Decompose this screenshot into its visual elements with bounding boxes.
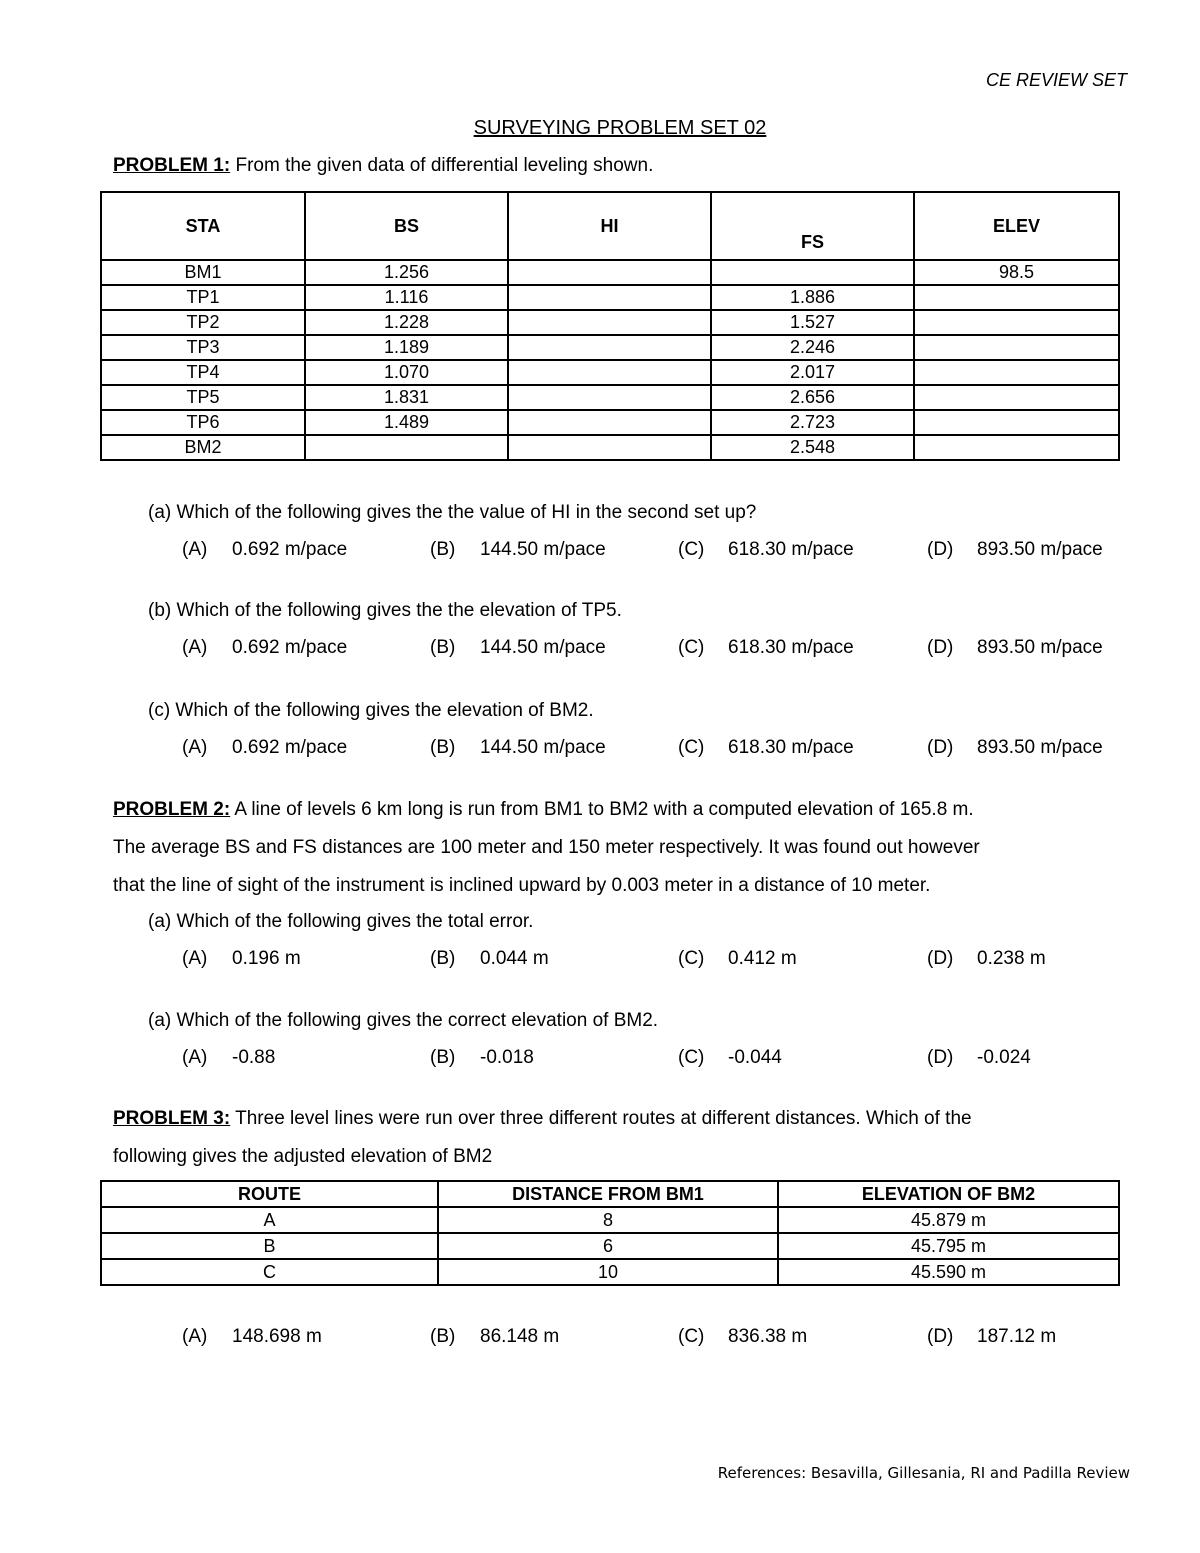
- table-cell: BM2: [101, 435, 305, 460]
- option-value: 618.30 m/pace: [728, 539, 854, 560]
- problem-3-line1: Three level lines were run over three different routes at different distances. Which of the: [230, 1108, 972, 1129]
- table-cell: TP5: [101, 385, 305, 410]
- table-cell: A: [101, 1207, 438, 1233]
- column-header: FS: [711, 192, 914, 260]
- option-value: -0.018: [480, 1047, 534, 1068]
- page-title: SURVEYING PROBLEM SET 02: [473, 117, 767, 139]
- table-row: [101, 385, 1119, 410]
- option-letter: (A): [182, 1047, 208, 1068]
- table-cell: TP4: [101, 360, 305, 385]
- problem-2-line2: The average BS and FS distances are 100 meter and 150 meter respectively. It was found out however: [113, 837, 980, 858]
- column-header: ELEV: [914, 192, 1119, 260]
- option-letter: (C): [678, 539, 705, 560]
- option-value: 0.196 m: [232, 948, 301, 969]
- problem-3-label: PROBLEM 3:: [113, 1108, 231, 1129]
- table-cell: 2.017: [711, 360, 914, 385]
- table-cell: [508, 410, 711, 435]
- table-cell: [508, 360, 711, 385]
- option-value: 618.30 m/pace: [728, 637, 854, 658]
- option-value: 148.698 m: [232, 1326, 322, 1347]
- answer-option: [182, 1326, 322, 1348]
- option-value: 0.238 m: [977, 948, 1046, 969]
- problem-3-intro: [113, 1100, 972, 1138]
- table-cell: TP1: [101, 285, 305, 310]
- table-row: [101, 360, 1119, 385]
- table-cell: 1.116: [305, 285, 508, 310]
- table-cell: 10: [438, 1259, 778, 1285]
- table-cell: 1.256: [305, 260, 508, 285]
- table-cell: 1.831: [305, 385, 508, 410]
- answer-option: [430, 948, 549, 970]
- problem-2-options-a: [182, 948, 1142, 974]
- column-header: ROUTE: [101, 1181, 438, 1207]
- problem-1-label: PROBLEM 1:: [113, 155, 231, 176]
- option-value: 0.044 m: [480, 948, 549, 969]
- table-cell: 2.656: [711, 385, 914, 410]
- answer-option: [182, 948, 301, 970]
- table-row: [101, 310, 1119, 335]
- table-cell: 2.723: [711, 410, 914, 435]
- answer-option: [927, 637, 1103, 659]
- answer-option: [927, 1047, 1031, 1069]
- table-row: [101, 435, 1119, 460]
- option-letter: (C): [678, 1047, 705, 1068]
- problem-2-question-a: (a) Which of the following gives the total error.: [148, 911, 534, 932]
- answer-option: [182, 637, 347, 659]
- problem-2-line1: A line of levels 6 km long is run from BM1 to BM2 with a computed elevation of 165.8 m.: [230, 799, 974, 820]
- table-cell: 1.070: [305, 360, 508, 385]
- option-value: -0.88: [232, 1047, 276, 1068]
- option-letter: (C): [678, 637, 705, 658]
- option-value: 893.50 m/pace: [977, 637, 1103, 658]
- table-cell: 1.489: [305, 410, 508, 435]
- table-row: [101, 1233, 1119, 1259]
- table-cell: 45.795 m: [778, 1233, 1119, 1259]
- option-value: 0.412 m: [728, 948, 797, 969]
- column-header: BS: [305, 192, 508, 260]
- answer-option: [678, 948, 797, 970]
- option-value: -0.044: [728, 1047, 782, 1068]
- table-row: [101, 260, 1119, 285]
- table-cell: [508, 310, 711, 335]
- answer-option: [927, 737, 1103, 759]
- answer-option: [678, 637, 854, 659]
- table-cell: [914, 360, 1119, 385]
- table-row: [101, 1207, 1119, 1233]
- option-letter: (C): [678, 737, 705, 758]
- problem-1-options-a: [182, 539, 1142, 565]
- option-value: -0.024: [977, 1047, 1031, 1068]
- table-cell: 45.879 m: [778, 1207, 1119, 1233]
- problem-2-question-b: (a) Which of the following gives the correct elevation of BM2.: [148, 1010, 659, 1031]
- answer-option: [678, 539, 854, 561]
- table-row: [101, 410, 1119, 435]
- problem-1-intro: [113, 147, 653, 185]
- leveling-table: [100, 191, 1120, 461]
- routes-table: [100, 1180, 1120, 1286]
- column-header: STA: [101, 192, 305, 260]
- table-cell: C: [101, 1259, 438, 1285]
- table-cell: [914, 435, 1119, 460]
- table-cell: B: [101, 1233, 438, 1259]
- table-cell: 6: [438, 1233, 778, 1259]
- table-cell: 2.548: [711, 435, 914, 460]
- table-cell: [914, 410, 1119, 435]
- table-cell: [508, 260, 711, 285]
- answer-option: [182, 1047, 275, 1069]
- problem-2-intro: [113, 791, 974, 829]
- answer-option: [678, 1326, 807, 1348]
- answer-option: [430, 1047, 534, 1069]
- table-cell: TP3: [101, 335, 305, 360]
- option-value: 893.50 m/pace: [977, 737, 1103, 758]
- option-letter: (C): [678, 1326, 705, 1347]
- table-cell: [914, 310, 1119, 335]
- problem-1-question-b: (b) Which of the following gives the the elevation of TP5.: [148, 600, 622, 621]
- table-header-row: [101, 1181, 1119, 1207]
- column-header: HI: [508, 192, 711, 260]
- option-value: 0.692 m/pace: [232, 637, 348, 658]
- table-cell: [508, 385, 711, 410]
- option-letter: (A): [182, 737, 208, 758]
- table-cell: BM1: [101, 260, 305, 285]
- option-letter: (A): [182, 637, 208, 658]
- answer-option: [182, 539, 347, 561]
- option-letter: (B): [430, 1326, 456, 1347]
- option-letter: (D): [927, 637, 954, 658]
- answer-option: [678, 1047, 782, 1069]
- table-cell: TP2: [101, 310, 305, 335]
- option-letter: (D): [927, 1326, 954, 1347]
- table-row: [101, 285, 1119, 310]
- table-cell: 8: [438, 1207, 778, 1233]
- option-letter: (B): [430, 948, 456, 969]
- option-letter: (A): [182, 539, 208, 560]
- option-letter: (A): [182, 948, 208, 969]
- table-cell: TP6: [101, 410, 305, 435]
- table-cell: 1.527: [711, 310, 914, 335]
- option-letter: (B): [430, 737, 456, 758]
- answer-option: [927, 1326, 1056, 1348]
- table-cell: [914, 285, 1119, 310]
- table-cell: 1.189: [305, 335, 508, 360]
- option-letter: (B): [430, 637, 456, 658]
- table-cell: 98.5: [914, 260, 1119, 285]
- problem-2-line3: that the line of sight of the instrument is inclined upward by 0.003 meter in a distance of 10 meter.: [113, 875, 931, 896]
- problem-1-options-c: [182, 737, 1142, 763]
- option-value: 144.50 m/pace: [480, 737, 606, 758]
- table-cell: 1.886: [711, 285, 914, 310]
- option-value: 144.50 m/pace: [480, 637, 606, 658]
- option-value: 144.50 m/pace: [480, 539, 606, 560]
- table-cell: [711, 260, 914, 285]
- option-letter: (D): [927, 1047, 954, 1068]
- option-letter: (B): [430, 1047, 456, 1068]
- answer-option: [182, 737, 347, 759]
- table-header-row: [101, 192, 1119, 260]
- table-cell: [305, 435, 508, 460]
- table-row: [101, 335, 1119, 360]
- problem-3-options: [182, 1326, 1142, 1352]
- problem-2-options-b: [182, 1047, 1142, 1073]
- table-cell: 2.246: [711, 335, 914, 360]
- answer-option: [430, 1326, 559, 1348]
- option-letter: (D): [927, 948, 954, 969]
- references-footer: References: Besavilla, Gillesania, RI and Padilla Review: [717, 1464, 1130, 1482]
- option-letter: (C): [678, 948, 705, 969]
- problem-3-line2: following gives the adjusted elevation of BM2: [113, 1146, 493, 1167]
- problem-2-label: PROBLEM 2:: [113, 799, 231, 820]
- table-cell: [508, 435, 711, 460]
- option-value: 893.50 m/pace: [977, 539, 1103, 560]
- option-value: 618.30 m/pace: [728, 737, 854, 758]
- problem-1-question-a: (a) Which of the following gives the the value of HI in the second set up?: [148, 502, 757, 523]
- column-header: DISTANCE FROM BM1: [438, 1181, 778, 1207]
- option-value: 86.148 m: [480, 1326, 560, 1347]
- answer-option: [430, 637, 606, 659]
- option-value: 0.692 m/pace: [232, 737, 348, 758]
- table-row: [101, 1259, 1119, 1285]
- problem-1-options-b: [182, 637, 1142, 663]
- option-letter: (A): [182, 1326, 208, 1347]
- option-value: 0.692 m/pace: [232, 539, 348, 560]
- problem-1-question-c: (c) Which of the following gives the elevation of BM2.: [148, 700, 594, 721]
- option-letter: (D): [927, 737, 954, 758]
- table-cell: [914, 385, 1119, 410]
- answer-option: [927, 539, 1103, 561]
- table-cell: [914, 335, 1119, 360]
- problem-1-text: From the given data of differential leveling shown.: [230, 155, 654, 176]
- table-cell: 45.590 m: [778, 1259, 1119, 1285]
- option-letter: (D): [927, 539, 954, 560]
- table-cell: 1.228: [305, 310, 508, 335]
- header-label: CE REVIEW SET: [985, 70, 1127, 90]
- table-cell: [508, 335, 711, 360]
- answer-option: [430, 539, 606, 561]
- answer-option: [430, 737, 606, 759]
- option-value: 187.12 m: [977, 1326, 1057, 1347]
- answer-option: [678, 737, 854, 759]
- option-value: 836.38 m: [728, 1326, 808, 1347]
- column-header: ELEVATION OF BM2: [778, 1181, 1119, 1207]
- option-letter: (B): [430, 539, 456, 560]
- table-cell: [508, 285, 711, 310]
- answer-option: [927, 948, 1046, 970]
